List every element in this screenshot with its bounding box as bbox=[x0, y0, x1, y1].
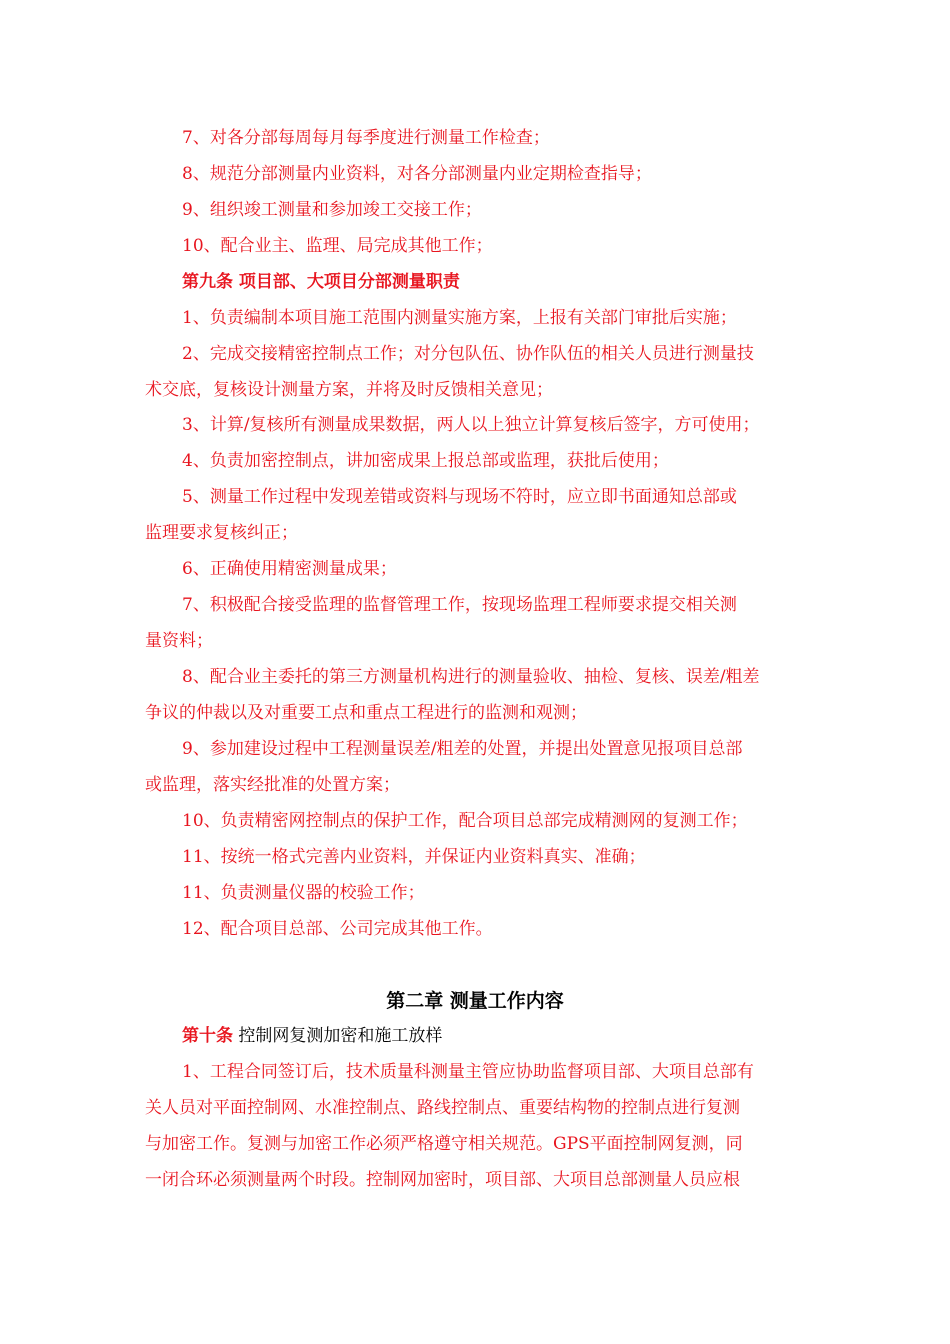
list-item: 1、负责编制本项目施工范围内测量实施方案，上报有关部门审批后实施； bbox=[182, 308, 737, 328]
article-title: 控制网复测加密和施工放样 bbox=[233, 1026, 443, 1046]
article-label: 第十条 bbox=[182, 1026, 233, 1046]
list-item: 4、负责加密控制点，讲加密成果上报总部或监理，获批后使用； bbox=[182, 451, 669, 471]
list-item: 8、规范分部测量内业资料，对各分部测量内业定期检查指导； bbox=[182, 164, 652, 184]
list-item: 7、对各分部每周每月每季度进行测量工作检查； bbox=[182, 128, 550, 148]
list-item-continuation: 术交底，复核设计测量方案，并将及时反馈相关意见； bbox=[145, 380, 553, 400]
chapter-title: 第二章 测量工作内容 bbox=[386, 990, 564, 1012]
list-item: 11、按统一格式完善内业资料，并保证内业资料真实、准确； bbox=[182, 847, 646, 867]
paragraph-line: 与加密工作。复测与加密工作必须严格遵守相关规范。GPS平面控制网复测，同 bbox=[145, 1134, 743, 1154]
list-item: 5、测量工作过程中发现差错或资料与现场不符时，应立即书面通知总部或 bbox=[182, 487, 737, 507]
list-item: 6、正确使用精密测量成果； bbox=[182, 559, 397, 579]
list-item: 12、配合项目总部、公司完成其他工作。 bbox=[182, 919, 493, 939]
list-item: 8、配合业主委托的第三方测量机构进行的测量验收、抽检、复核、误差/粗差 bbox=[182, 667, 760, 687]
paragraph-line: 1、工程合同签订后，技术质量科测量主管应协助监督项目部、大项目总部有 bbox=[182, 1062, 754, 1082]
list-item: 3、计算/复核所有测量成果数据，两人以上独立计算复核后签字，方可使用； bbox=[182, 415, 760, 435]
list-item-continuation: 或监理，落实经批准的处置方案； bbox=[145, 775, 400, 795]
article-heading: 第九条 项目部、大项目分部测量职责 bbox=[182, 272, 460, 292]
list-item: 10、负责精密网控制点的保护工作，配合项目总部完成精测网的复测工作； bbox=[182, 811, 748, 831]
article-heading bbox=[182, 1025, 442, 1047]
list-item: 2、完成交接精密控制点工作；对分包队伍、协作队伍的相关人员进行测量技 bbox=[182, 344, 754, 364]
list-item: 11、负责测量仪器的校验工作； bbox=[182, 883, 425, 903]
list-item: 9、组织竣工测量和参加竣工交接工作； bbox=[182, 200, 482, 220]
list-item-continuation: 争议的仲裁以及对重要工点和重点工程进行的监测和观测； bbox=[145, 703, 587, 723]
list-item: 10、配合业主、监理、局完成其他工作； bbox=[182, 236, 493, 256]
list-item: 7、积极配合接受监理的监督管理工作，按现场监理工程师要求提交相关测 bbox=[182, 595, 737, 615]
list-item-continuation: 监理要求复核纠正； bbox=[145, 523, 298, 543]
list-item: 9、参加建设过程中工程测量误差/粗差的处置，并提出处置意见报项目总部 bbox=[182, 739, 743, 759]
paragraph-line: 关人员对平面控制网、水准控制点、路线控制点、重要结构物的控制点进行复测 bbox=[145, 1098, 740, 1118]
paragraph-line: 一闭合环必须测量两个时段。控制网加密时，项目部、大项目总部测量人员应根 bbox=[145, 1170, 740, 1190]
list-item-continuation: 量资料； bbox=[145, 631, 213, 651]
